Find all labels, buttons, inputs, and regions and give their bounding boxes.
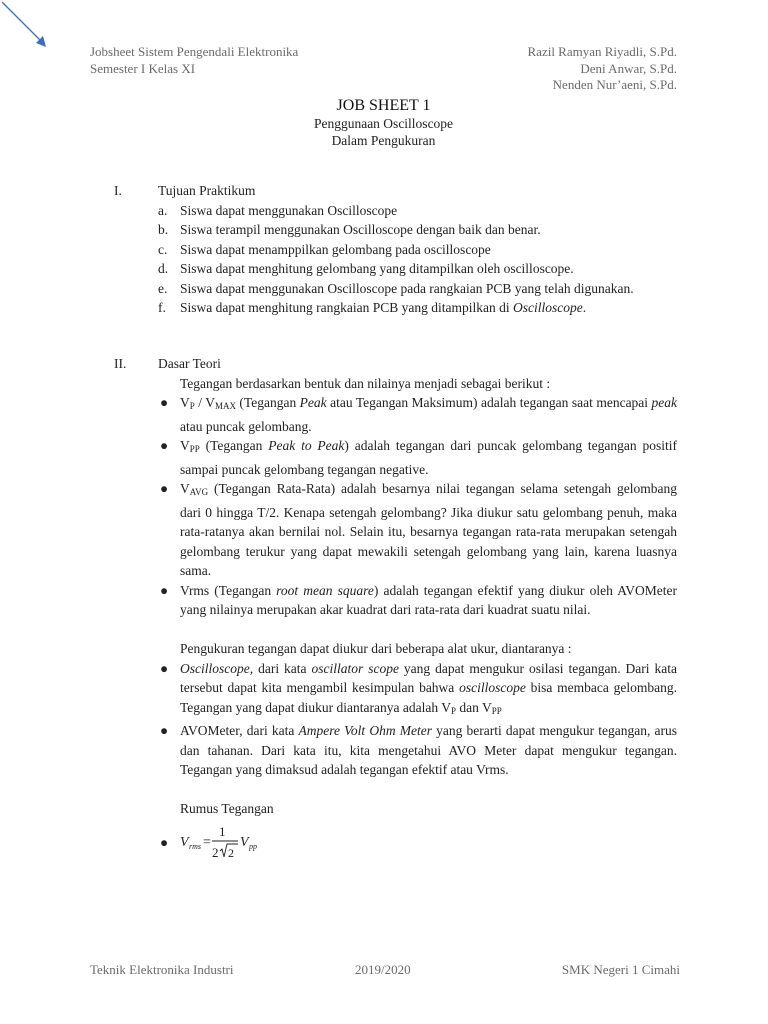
list-item: ● $V_{AVG}$ (Tegangan Rata-Rata) adalah besarnya nilai tegangan selama setengah gelombang dari 0 hingga T/2. Kenapa setengah gelombang? Jika diukur satu gelombang penuh, maka rata-ratanya akan bernilai nol. Selain itu, besarnya tegangan rata-rata merupakan setengah gelombang terukur yang dapat mewakili setengah gelombang yang lain, karena luasnya sama. bbox=[160, 481, 677, 578]
corner-arrow-icon bbox=[0, 0, 60, 60]
list-marker: f. bbox=[158, 300, 166, 315]
section-number: I. bbox=[114, 183, 122, 198]
list-marker: c. bbox=[158, 241, 168, 257]
formula-lhs-sub: rms bbox=[189, 841, 202, 851]
list-item bbox=[90, 240, 677, 260]
formula-lhs: V bbox=[180, 834, 189, 850]
list-text: Siswa terampil menggunakan Oscilloscope dengan baik dan benar. bbox=[180, 222, 541, 237]
list-item bbox=[90, 259, 677, 279]
header-authors bbox=[528, 44, 678, 94]
list-marker: d. bbox=[158, 261, 169, 276]
list-text: Siswa dapat menghitung gelombang yang ditampilkan oleh oscilloscope. bbox=[180, 261, 574, 276]
header-course: Jobsheet Sistem Pengendali Elektronika bbox=[90, 44, 299, 59]
footer-department: Teknik Elektronika Industri bbox=[90, 962, 234, 977]
header-author-2: Deni Anwar, S.Pd. bbox=[580, 60, 677, 76]
header-left bbox=[90, 44, 298, 77]
list-item: ● AVOMeter, dari kata Ampere Volt Ohm Meter yang berarti dapat mengukur tegangan, arus dan tahanan. Dari kata itu, kita mengetahui AVO Meter dapat mengukur tegangan. Tegangan yang dimaksud adalah tegangan efektif atau Vrms. bbox=[160, 723, 677, 777]
footer-school: SMK Negeri 1 Cimahi bbox=[561, 962, 680, 977]
section-heading bbox=[90, 354, 677, 374]
measurement-tools-list bbox=[90, 659, 677, 780]
title-block bbox=[90, 96, 677, 149]
bullet-icon: ● bbox=[160, 660, 169, 676]
list-item: ● $V_P / V_{MAX}$ (Tegangan Peak atau Tegangan Maksimum) adalah tegangan saat mencapai peak atau puncak gelombang. bbox=[160, 395, 677, 434]
document-title: JOB SHEET 1 bbox=[336, 97, 431, 114]
section-tujuan bbox=[90, 181, 677, 318]
list-text: Siswa dapat menggunakan Oscilloscope bbox=[180, 202, 398, 218]
footer-year: 2019/2020 bbox=[355, 962, 411, 977]
section-number: II. bbox=[114, 356, 127, 371]
objectives-list bbox=[90, 201, 677, 318]
page-footer bbox=[90, 962, 680, 978]
formula-numerator: 1 bbox=[219, 823, 226, 839]
list-item: ● Oscilloscope, dari kata oscillator scope yang dapat mengukur osilasi tegangan. Dari kata tersebut dapat kita mengambil kesimpulan bahwa oscilloscope bisa membaca gelombang. Tegangan yang dapat diukur diantaranya adalah $V_P$ dan $V_{PP}$ bbox=[160, 660, 677, 716]
list-item bbox=[90, 220, 677, 240]
formula-rhs: V bbox=[240, 834, 249, 850]
section-dasar-teori bbox=[90, 354, 677, 863]
list-text: Siswa dapat menggunakan Oscilloscope pada rangkaian PCB yang telah digunakan. bbox=[180, 280, 634, 296]
list-marker: b. bbox=[158, 222, 169, 237]
list-item: ● $V_{PP}$ (Tegangan Peak to Peak) adalah tegangan dari puncak gelombang tegangan positif sampai puncak gelombang tegangan negative. bbox=[160, 438, 678, 477]
section-title: Dasar Teori bbox=[158, 356, 221, 371]
header-author-3: Nenden Nur’aeni, S.Pd. bbox=[552, 77, 677, 92]
formula-rhs-sub: pp bbox=[249, 841, 257, 851]
measurement-intro: Pengukuran tegangan dapat diukur dari beberapa alat ukur, diantaranya : bbox=[180, 641, 572, 656]
list-item bbox=[90, 279, 677, 299]
formula-equals: = bbox=[203, 834, 211, 850]
bullet-icon: ● bbox=[160, 481, 169, 496]
header-author-1: Razil Ramyan Riyadli, S.Pd. bbox=[527, 44, 677, 59]
document-subtitle-1: Penggunaan Oscilloscope bbox=[313, 116, 454, 131]
list-text-italic: Oscilloscope bbox=[512, 300, 583, 315]
header-semester: Semester I Kelas XI bbox=[90, 60, 196, 76]
bullet-icon: ● bbox=[160, 395, 169, 410]
section-heading bbox=[90, 181, 677, 201]
bullet-icon: ● bbox=[160, 723, 169, 738]
list-item: ● Vrms (Tegangan root mean square) adalah tegangan efektif yang diukur oleh AVOMeter yang nilainya merupakan akar kuadrat dari rata-rata dari kuadrat suatu nilai. bbox=[160, 582, 677, 617]
formula-denominator-coefficient: 2 bbox=[212, 844, 219, 860]
voltage-intro: Tegangan berdasarkan bentuk dan nilainya menjadi sebagai berikut : bbox=[180, 375, 551, 391]
vrms-formula bbox=[90, 819, 677, 863]
list-text: . bbox=[582, 300, 587, 315]
list-marker: a. bbox=[158, 202, 168, 218]
list-marker: e. bbox=[158, 280, 168, 296]
list-text: Siswa dapat menamppilkan gelombang pada oscilloscope bbox=[180, 241, 491, 257]
voltage-types-list bbox=[90, 393, 677, 620]
bullet-icon: ● bbox=[160, 582, 169, 598]
formula-graphic bbox=[178, 819, 298, 863]
section-title: Tujuan Praktikum bbox=[158, 183, 256, 198]
bullet-icon: ● bbox=[160, 834, 169, 850]
list-item bbox=[90, 201, 677, 221]
bullet-icon: ● bbox=[160, 438, 169, 453]
formula-radicand: 2 bbox=[228, 845, 234, 860]
list-item bbox=[90, 298, 677, 318]
document-subtitle-2: Dalam Pengukuran bbox=[331, 133, 436, 148]
list-text: Siswa dapat menghitung rangkaian PCB yang ditampilkan di bbox=[180, 300, 513, 315]
formula-heading: Rumus Tegangan bbox=[180, 801, 274, 816]
